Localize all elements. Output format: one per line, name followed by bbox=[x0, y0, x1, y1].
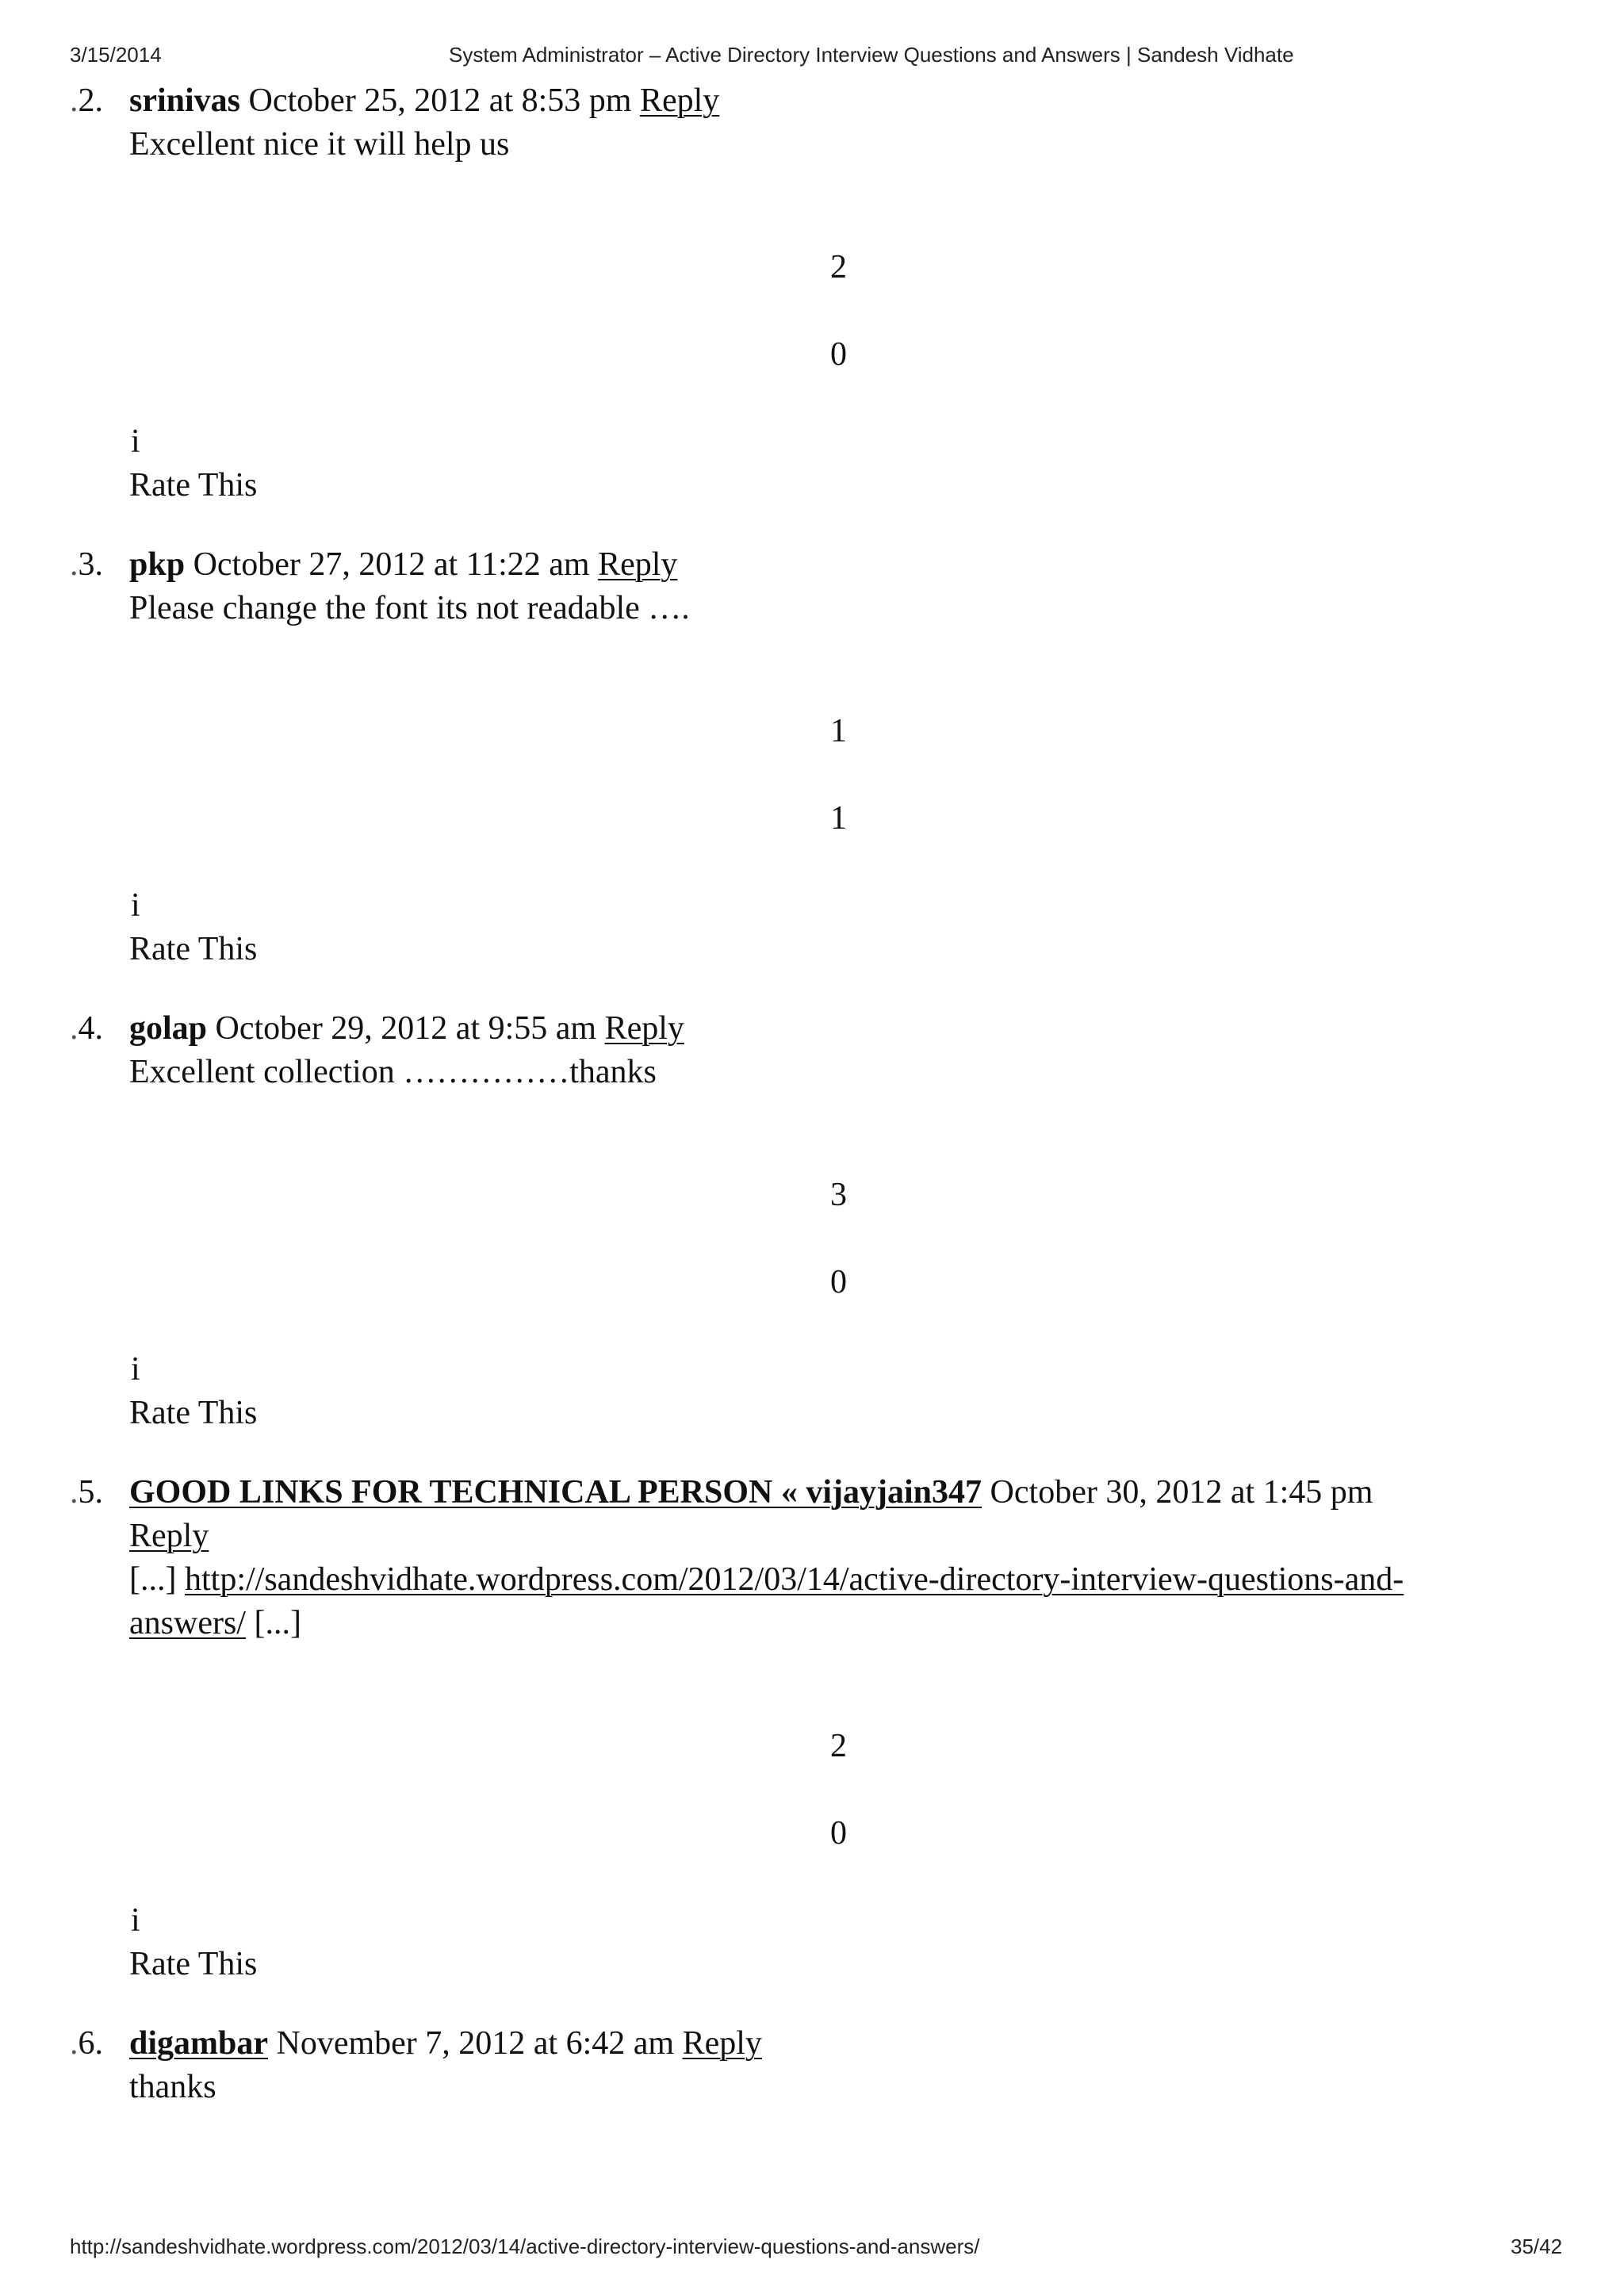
comment-author: srinivas bbox=[129, 82, 241, 119]
comment-body: Excellent nice it will help us bbox=[129, 126, 510, 163]
comment-number: 3. bbox=[78, 546, 103, 583]
dislike-count[interactable]: 1 bbox=[830, 800, 847, 837]
comment-number: 4. bbox=[78, 1010, 103, 1047]
reply-link[interactable]: Reply bbox=[129, 1518, 209, 1554]
comment-date: October 27, 2012 at 11:22 am bbox=[193, 546, 590, 583]
comment-meta bbox=[129, 543, 677, 587]
like-count[interactable]: 3 bbox=[830, 1177, 847, 1213]
comment-number: 2. bbox=[78, 82, 103, 119]
dislike-count[interactable]: 0 bbox=[830, 1264, 847, 1300]
comment-body-continued bbox=[129, 1602, 301, 1645]
rate-this-label: Rate This bbox=[129, 1395, 258, 1431]
pingback-author-link[interactable] bbox=[129, 1474, 982, 1511]
like-count[interactable]: 1 bbox=[830, 713, 847, 749]
comment-date: October 30, 2012 at 1:45 pm bbox=[990, 1474, 1373, 1511]
print-date: 3/15/2014 bbox=[70, 43, 162, 67]
comment-date: November 7, 2012 at 6:42 am bbox=[276, 2025, 675, 2062]
info-icon[interactable]: i bbox=[131, 887, 140, 924]
dislike-count[interactable]: 0 bbox=[830, 1815, 847, 1852]
comment-meta bbox=[129, 2022, 762, 2066]
page-number: 35/42 bbox=[1511, 2235, 1563, 2258]
rate-this-label: Rate This bbox=[129, 1946, 258, 1982]
article-link-continued[interactable]: answers/ bbox=[129, 1605, 246, 1641]
comment-author: golap bbox=[129, 1010, 208, 1047]
comment-author: pkp bbox=[129, 546, 186, 583]
comment-body: Excellent collection ……………thanks bbox=[129, 1054, 657, 1090]
comment-author: digambar bbox=[129, 2025, 269, 2062]
comment-body: thanks bbox=[129, 2069, 216, 2105]
page-title: System Administrator – Active Directory Interview Questions and Answers | Sandesh Vidhate bbox=[449, 43, 1294, 67]
reply-link[interactable]: Reply bbox=[604, 1010, 684, 1047]
comment-number: 5. bbox=[78, 1474, 103, 1511]
like-count[interactable]: 2 bbox=[830, 1728, 847, 1764]
ellipsis-suffix: [...] bbox=[254, 1605, 301, 1641]
comment-meta bbox=[129, 79, 719, 123]
like-count[interactable]: 2 bbox=[830, 249, 847, 285]
rate-this-label: Rate This bbox=[129, 931, 258, 967]
comment-number: 6. bbox=[78, 2025, 103, 2062]
comment-date: October 29, 2012 at 9:55 am bbox=[215, 1010, 597, 1047]
dislike-count[interactable]: 0 bbox=[830, 336, 847, 373]
comment-body bbox=[129, 1558, 1404, 1602]
article-link[interactable]: http://sandeshvidhate.wordpress.com/2012/03/14/active-directory-interview-questions-and- bbox=[184, 1561, 1404, 1598]
reply-link[interactable]: Reply bbox=[598, 546, 678, 583]
rate-this-label: Rate This bbox=[129, 467, 258, 504]
comment-body: Please change the font its not readable …. bbox=[129, 590, 690, 626]
comment-meta bbox=[129, 1471, 1373, 1515]
reply-link[interactable]: Reply bbox=[639, 82, 720, 119]
author-link[interactable] bbox=[129, 2025, 268, 2062]
reply-link[interactable]: Reply bbox=[682, 2025, 762, 2062]
info-icon[interactable]: i bbox=[131, 1351, 140, 1388]
comment-meta bbox=[129, 1007, 684, 1051]
comment-date: October 25, 2012 at 8:53 pm bbox=[248, 82, 632, 119]
info-icon[interactable]: i bbox=[131, 423, 140, 460]
info-icon[interactable]: i bbox=[131, 1902, 140, 1939]
comment-author: GOOD LINKS FOR TECHNICAL PERSON « vijayjain347 bbox=[129, 1474, 982, 1511]
footer-url: http://sandeshvidhate.wordpress.com/2012/03/14/active-directory-interview-questions-and-answers/ bbox=[70, 2235, 980, 2258]
ellipsis-prefix: [...] bbox=[129, 1561, 177, 1598]
